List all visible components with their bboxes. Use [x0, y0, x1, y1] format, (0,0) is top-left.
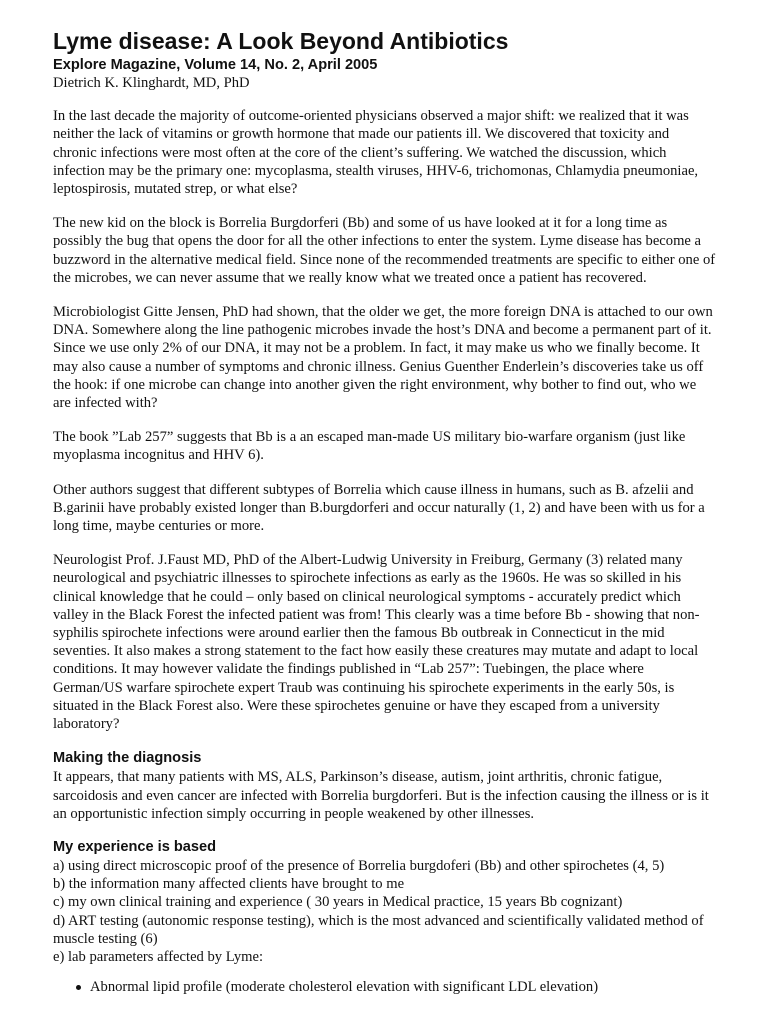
lab-parameters-list [53, 978, 716, 996]
paragraph: The new kid on the block is Borrelia Burgdorferi (Bb) and some of us have looked at it for a long time as possibly the bug that opens the door for all the other infections to enter the system. Lyme disease has become a buzzword in the alternative medical field. Since none of the recommended treatments are specific to either one of the microbes, we can never assume that we really know what we treated once a patient has recovered. [53, 215, 716, 286]
bullet-icon [76, 985, 81, 990]
experience-list [53, 857, 716, 966]
diagnosis-paragraph: It appears, that many patients with MS, ALS, Parkinson’s disease, autism, joint arthritis, chronic fatigue, sarcoidosis and even cancer are infected with Borrelia burgdorferi. But is the infection causing the illness or is it an opportunistic infection simply occurring in people weakened by other illnesses. [53, 769, 709, 822]
document-title: Lyme disease: A Look Beyond Antibiotics [53, 28, 509, 54]
paragraph: In the last decade the majority of outcome-oriented physicians observed a major shift: we realized that it was neither the lack of vitamins or growth hormone that made our patients ill. We discovered that toxicity and chronic infections were most often at the core of the client’s suffering. We watched the discussion, which infection may be the primary one: mycoplasma, stealth viruses, HHV-6, trichomonas, Chlamydia pneumoniae, leptospirosis, mutated strep, or what else? [53, 108, 699, 198]
experience-item: c) my own clinical training and experience ( 30 years in Medical practice, 15 years Bb cognizant) [53, 894, 623, 911]
list-item [76, 978, 716, 996]
experience-item: a) using direct microscopic proof of the presence of Borrelia burgdoferi (Bb) and other spirochetes (4, 5) [53, 857, 665, 874]
paragraph: Microbiologist Gitte Jensen, PhD had shown, that the older we get, the more foreign DNA is attached to our own DNA. Somewhere along the line pathogenic microbes invade the host’s DNA and become a permanent part of it. Since we use only 2% of our DNA, it may not be a problem. In fact, it may make us who we finally become. It may also cause a number of symptoms and chronic illness. Genius Guenther Enderlein’s discoveries take us off the hook: if one microbe can change into another given the right environment, why bother to find out, who we are infected with? [53, 304, 713, 412]
paragraph: Neurologist Prof. J.Faust MD, PhD of the Albert-Ludwig University in Freiburg, Germany (3) related many neurological and psychiatric illnesses to spirochete infections as early as the 1960s. He was so skilled in his clinical knowledge that he could – only based on clinical neurological symptoms - accurately predict which valley in the Black Forest the infected patient was from! This clearly was a time before Bb - showing that non-syphilis spirochete infections were around earlier then the famous Bb outbreak in Connecticut in the mid seventies. It also makes a strong statement to the fact how easily these creatures may mutate and adapt to local conditions. It may however validate the findings published in “Lab 257”: Tuebingen, the place where German/US warfare spirochete expert Traub was continuing his spirochete experiments in the early 50s, is situated in the Black Forest also. Were these spirochetes genuine or have they escaped from a university laboratory? [53, 552, 700, 733]
experience-item: e) lab parameters affected by Lyme: [53, 948, 264, 965]
experience-item: d) ART testing (autonomic response testing), which is the most advanced and scientifically validated method of muscle testing (6) [53, 912, 704, 947]
list-item-text: Abnormal lipid profile (moderate cholesterol elevation with significant LDL elevation) [90, 979, 599, 996]
publication-info: Explore Magazine, Volume 14, No. 2, April 2005 [53, 57, 378, 73]
paragraph: Other authors suggest that different subtypes of Borrelia which cause illness in humans, such as B. afzelii and B.garinii have probably existed longer than B.burgdorferi and occur naturally (1, 2) and have been with us for a long time, maybe centuries or more. [53, 481, 705, 535]
paragraph: The book ”Lab 257” suggests that Bb is a an escaped man-made US military bio-warfare organism (just like myoplasma incognitus and HHV 6). [53, 429, 686, 464]
section-heading-experience: My experience is based [53, 838, 217, 855]
author-line: Dietrich K. Klinghardt, MD, PhD [53, 75, 250, 91]
experience-item: b) the information many affected clients have brought to me [53, 876, 405, 893]
section-heading-diagnosis: Making the diagnosis [53, 750, 202, 767]
